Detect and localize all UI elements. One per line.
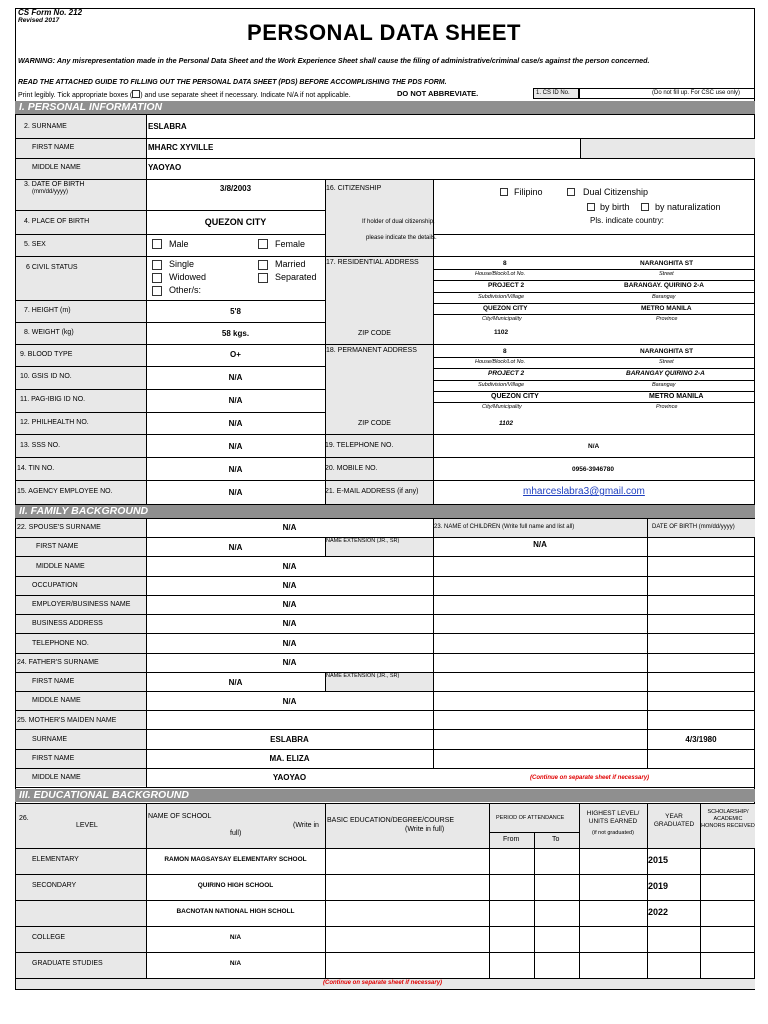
perm-house-sub: House/Block/Lot No. bbox=[475, 359, 526, 365]
first-name-label: FIRST NAME bbox=[32, 144, 75, 151]
edu-col-highest: HIGHEST LEVEL/ UNITS EARNED bbox=[586, 810, 640, 825]
edu-level-elementary: ELEMENTARY bbox=[32, 856, 79, 863]
name-ext-box bbox=[580, 138, 755, 158]
email-value[interactable]: mharceslabra3@gmail.com bbox=[523, 486, 645, 497]
mother-surname-value[interactable]: ESLABRA bbox=[270, 735, 309, 744]
mother-label: 25. MOTHER'S MAIDEN NAME bbox=[17, 717, 117, 724]
edu-year-secondary[interactable]: 2019 bbox=[648, 881, 669, 891]
father-surname-value[interactable]: N/A bbox=[282, 658, 297, 667]
res-brgy-sub: Barangay bbox=[652, 294, 676, 300]
res-prov-sub: Province bbox=[656, 316, 678, 322]
father-ext-label: NAME EXTENSION (JR., SR) bbox=[326, 673, 400, 679]
mother-surname-label: SURNAME bbox=[32, 736, 68, 743]
business-address-value[interactable]: N/A bbox=[282, 619, 297, 628]
edu-col-school-3: full) bbox=[230, 830, 242, 837]
separated-checkbox[interactable] bbox=[258, 273, 268, 283]
edu-school-college[interactable]: N/A bbox=[229, 934, 242, 941]
father-first-value[interactable]: N/A bbox=[228, 678, 243, 687]
edu-level-college: COLLEGE bbox=[32, 934, 66, 941]
filipino-label: Filipino bbox=[514, 187, 543, 197]
dob-value[interactable]: 3/8/2003 bbox=[219, 184, 252, 193]
child-dob-value[interactable]: 4/3/1980 bbox=[685, 735, 717, 744]
child-1-value[interactable]: N/A bbox=[533, 540, 547, 549]
philhealth-value[interactable]: N/A bbox=[228, 419, 243, 428]
edu-col-year: YEAR GRADUATED bbox=[653, 813, 695, 828]
children-dob-label: DATE OF BIRTH (mm/dd/yyyy) bbox=[652, 524, 735, 530]
spouse-ext-label: NAME EXTENSION (JR., SR) bbox=[326, 538, 400, 544]
separated-label: Separated bbox=[275, 272, 317, 282]
telephone-value[interactable]: N/A bbox=[588, 443, 600, 450]
perm-street[interactable]: NARANGHITA ST bbox=[640, 348, 694, 355]
single-label: Single bbox=[169, 259, 195, 269]
edu-col-course-2: (Write in full) bbox=[405, 826, 445, 833]
spouse-middle-value[interactable]: N/A bbox=[282, 562, 297, 571]
education-continue-note: (Continue on separate sheet if necessary) bbox=[323, 980, 443, 986]
edu-col-highest-2: (if not graduated) bbox=[592, 830, 634, 836]
spouse-first-label: FIRST NAME bbox=[36, 543, 79, 550]
edu-school-shs[interactable]: BACNOTAN NATIONAL HIGH SCHOLL bbox=[176, 908, 295, 915]
edu-col-period: PERIOD OF ATTENDANCE bbox=[496, 815, 565, 821]
education-label-column bbox=[16, 848, 146, 978]
by-birth-label: by birth bbox=[600, 202, 630, 212]
perm-zip[interactable]: 1102 bbox=[499, 420, 513, 427]
perm-city[interactable]: QUEZON CITY bbox=[491, 393, 539, 400]
res-house-sub: House/Block/Lot No. bbox=[475, 271, 526, 277]
edu-col-course: BASIC EDUCATION/DEGREE/COURSE bbox=[327, 817, 455, 824]
gsis-label: 10. GSIS ID NO. bbox=[20, 373, 72, 380]
permanent-label: 18. PERMANENT ADDRESS bbox=[326, 347, 417, 354]
first-name-value[interactable]: MHARC XYVILLE bbox=[148, 143, 214, 152]
form-number: CS Form No. 212 bbox=[18, 8, 83, 17]
pagibig-value[interactable]: N/A bbox=[228, 396, 243, 405]
height-value[interactable]: 5'8 bbox=[230, 307, 241, 316]
mother-middle-value[interactable]: YAOYAO bbox=[272, 773, 307, 782]
page-title: PERSONAL DATA SHEET bbox=[247, 20, 521, 45]
occupation-label: OCCUPATION bbox=[32, 582, 78, 589]
mobile-label: 20. MOBILE NO. bbox=[325, 465, 378, 472]
employer-label: EMPLOYER/BUSINESS NAME bbox=[32, 601, 131, 608]
edu-col-school: NAME OF SCHOOL bbox=[148, 813, 212, 820]
res-zip[interactable]: 1102 bbox=[494, 329, 509, 336]
dual-checkbox[interactable] bbox=[567, 188, 575, 196]
print-legibly-1: Print legibly. Tick appropriate boxes ( bbox=[18, 92, 133, 99]
print-legibly-2: ) and use separate sheet if necessary. Indicate N/A if not applicable. bbox=[140, 92, 351, 99]
res-prov[interactable]: METRO MANILA bbox=[641, 305, 692, 312]
edu-col-from: From bbox=[503, 836, 520, 843]
agency-label: 15. AGENCY EMPLOYEE NO. bbox=[17, 488, 113, 495]
dual-note-2: please indicate the details. bbox=[366, 235, 437, 241]
pob-label: 4. PLACE OF BIRTH bbox=[24, 218, 90, 225]
telephone-label: 19. TELEPHONE NO. bbox=[325, 442, 394, 449]
sample-checkbox bbox=[132, 90, 140, 98]
section-family: II. FAMILY BACKGROUND bbox=[15, 505, 755, 518]
spouse-first-value[interactable]: N/A bbox=[228, 543, 243, 552]
blood-label: 9. BLOOD TYPE bbox=[20, 351, 73, 358]
edu-school-secondary[interactable]: QUIRINO HIGH SCHOOL bbox=[197, 882, 274, 889]
weight-value[interactable]: 58 kgs. bbox=[221, 329, 250, 338]
form-revised: Revised 2017 bbox=[18, 17, 60, 24]
edu-level-secondary: SECONDARY bbox=[32, 882, 77, 889]
agency-value[interactable]: N/A bbox=[228, 488, 243, 497]
others-label: Other/s: bbox=[169, 285, 202, 295]
widowed-checkbox[interactable] bbox=[152, 273, 162, 283]
tin-value[interactable]: N/A bbox=[228, 465, 243, 474]
sex-label: 5. SEX bbox=[24, 241, 46, 248]
family-label-column bbox=[16, 518, 146, 786]
cs-id-label: 1. CS ID No. bbox=[536, 90, 570, 96]
edu-school-graduate[interactable]: N/A bbox=[229, 960, 242, 967]
edu-col-level: LEVEL bbox=[76, 822, 98, 829]
perm-brgy[interactable]: BARANGAY QUIRINO 2-A bbox=[626, 370, 705, 377]
blood-value[interactable]: O+ bbox=[230, 350, 241, 359]
mother-middle-label: MIDDLE NAME bbox=[32, 774, 81, 781]
pob-value[interactable]: QUEZON CITY bbox=[204, 217, 267, 227]
occupation-value[interactable]: N/A bbox=[282, 581, 297, 590]
perm-brgy-sub: Barangay bbox=[652, 382, 676, 388]
perm-prov[interactable]: METRO MANILA bbox=[649, 393, 704, 400]
dob-label: 3. DATE OF BIRTH bbox=[24, 181, 85, 188]
height-label: 7. HEIGHT (m) bbox=[24, 307, 71, 314]
cs-id-note: (Do not fill up. For CSC use only) bbox=[652, 90, 741, 96]
email-label: 21. E-MAIL ADDRESS (if any) bbox=[325, 488, 419, 495]
edu-level-graduate: GRADUATE STUDIES bbox=[32, 960, 103, 967]
residential-label: 17. RESIDENTIAL ADDRESS bbox=[326, 259, 419, 266]
edu-col-to: To bbox=[552, 836, 560, 843]
others-checkbox[interactable] bbox=[152, 286, 162, 296]
res-street[interactable]: NARANGHITA ST bbox=[640, 260, 694, 267]
sss-value[interactable]: N/A bbox=[228, 442, 243, 451]
widowed-label: Widowed bbox=[169, 272, 207, 282]
res-city[interactable]: QUEZON CITY bbox=[483, 305, 528, 312]
spouse-telephone-label: TELEPHONE NO. bbox=[32, 640, 89, 647]
mobile-value[interactable]: 0956-3946780 bbox=[572, 466, 614, 473]
family-continue-note: (Continue on separate sheet if necessary) bbox=[530, 775, 650, 781]
edu-col-school-2: (Write in bbox=[293, 822, 319, 829]
female-label: Female bbox=[275, 239, 306, 249]
children-label: 23. NAME of CHILDREN (Write full name and list all) bbox=[434, 524, 575, 530]
perm-prov-sub: Province bbox=[656, 404, 678, 410]
philhealth-label: 12. PHILHEALTH NO. bbox=[20, 419, 89, 426]
spouse-middle-label: MIDDLE NAME bbox=[36, 563, 85, 570]
res-street-sub: Street bbox=[659, 271, 674, 277]
father-first-label: FIRST NAME bbox=[32, 678, 75, 685]
father-middle-value[interactable]: N/A bbox=[282, 697, 297, 706]
middle-name-label: MIDDLE NAME bbox=[32, 164, 81, 171]
gsis-value[interactable]: N/A bbox=[228, 373, 243, 382]
dual-note-1: If holder of dual citizenship, bbox=[362, 219, 435, 225]
married-checkbox[interactable] bbox=[258, 260, 268, 270]
country-hint: Pls. indicate country: bbox=[590, 216, 664, 225]
res-subd-sub: Subdivision/Village bbox=[478, 294, 525, 300]
res-house[interactable]: 8 bbox=[503, 260, 507, 267]
res-zip-label: ZIP CODE bbox=[358, 330, 391, 337]
surname-label: 2. SURNAME bbox=[24, 123, 67, 130]
perm-subd[interactable]: PROJECT 2 bbox=[488, 370, 525, 377]
sss-label: 13. SSS NO. bbox=[20, 442, 61, 449]
res-subd[interactable]: PROJECT 2 bbox=[488, 282, 525, 289]
spouse-surname-value[interactable]: N/A bbox=[282, 523, 297, 532]
father-middle-label: MIDDLE NAME bbox=[32, 697, 81, 704]
spouse-surname-label: 22. SPOUSE'S SURNAME bbox=[17, 524, 101, 531]
section-personal: I. PERSONAL INFORMATION bbox=[15, 101, 755, 114]
perm-subd-sub: Subdivision/Village bbox=[478, 382, 525, 388]
warning-text: WARNING: Any misrepresentation made in the Personal Data Sheet and the Work Experience Sheet shall cause the filing of administrative/criminal case/s against the person concerned. bbox=[18, 56, 650, 65]
edu-year-elementary[interactable]: 2015 bbox=[648, 855, 669, 865]
mother-first-value[interactable]: MA. ELIZA bbox=[269, 754, 310, 763]
pagibig-label: 11. PAG-IBIG ID NO. bbox=[20, 396, 86, 403]
dob-format: (mm/dd/yyyy) bbox=[32, 189, 68, 195]
male-checkbox[interactable] bbox=[152, 239, 162, 249]
employer-value[interactable]: N/A bbox=[282, 600, 297, 609]
res-brgy[interactable]: BARANGAY. QUIRINO 2-A bbox=[624, 282, 704, 289]
by-birth-checkbox[interactable] bbox=[587, 203, 595, 211]
filipino-checkbox[interactable] bbox=[500, 188, 508, 196]
section-education: III. EDUCATIONAL BACKGROUND bbox=[15, 789, 755, 802]
label-column-mid bbox=[325, 180, 433, 510]
perm-city-sub: City/Municipality bbox=[482, 404, 522, 410]
business-address-label: BUSINESS ADDRESS bbox=[32, 620, 103, 627]
edu-year-shs[interactable]: 2022 bbox=[648, 907, 669, 917]
single-checkbox[interactable] bbox=[152, 260, 162, 270]
naturalization-label: by naturalization bbox=[655, 202, 721, 212]
perm-house[interactable]: 8 bbox=[503, 348, 507, 355]
tin-label: 14. TIN NO. bbox=[17, 465, 55, 472]
do-not-abbreviate: DO NOT ABBREVIATE. bbox=[397, 89, 479, 98]
married-label: Married bbox=[275, 259, 306, 269]
mother-first-label: FIRST NAME bbox=[32, 755, 75, 762]
res-city-sub: City/Municipality bbox=[482, 316, 522, 322]
male-label: Male bbox=[169, 239, 189, 249]
edu-col-num: 26. bbox=[19, 815, 29, 822]
print-legibly-text bbox=[18, 89, 351, 99]
middle-name-value[interactable]: YAOYAO bbox=[148, 163, 182, 172]
surname-value[interactable]: ESLABRA bbox=[148, 122, 187, 131]
citizenship-label: 16. CITIZENSHIP bbox=[326, 185, 382, 192]
naturalization-checkbox[interactable] bbox=[641, 203, 649, 211]
perm-street-sub: Street bbox=[659, 359, 674, 365]
perm-zip-label: ZIP CODE bbox=[358, 420, 391, 427]
weight-label: 8. WEIGHT (kg) bbox=[24, 329, 74, 336]
spouse-telephone-value[interactable]: N/A bbox=[282, 639, 297, 648]
edu-school-elementary[interactable]: RAMON MAGSAYSAY ELEMENTARY SCHOOL bbox=[164, 856, 307, 863]
read-guide-text: READ THE ATTACHED GUIDE TO FILLING OUT THE PERSONAL DATA SHEET (PDS) BEFORE ACCOMPLISHING THE PDS FORM. bbox=[18, 79, 447, 86]
dual-label: Dual Citizenship bbox=[583, 187, 649, 197]
father-surname-label: 24. FATHER'S SURNAME bbox=[17, 659, 99, 666]
edu-col-honors: SCHOLARSHIP/ ACADEMIC HONORS RECEIVED bbox=[701, 809, 755, 829]
civil-status-label: 6 CIVIL STATUS bbox=[26, 264, 78, 271]
female-checkbox[interactable] bbox=[258, 239, 268, 249]
